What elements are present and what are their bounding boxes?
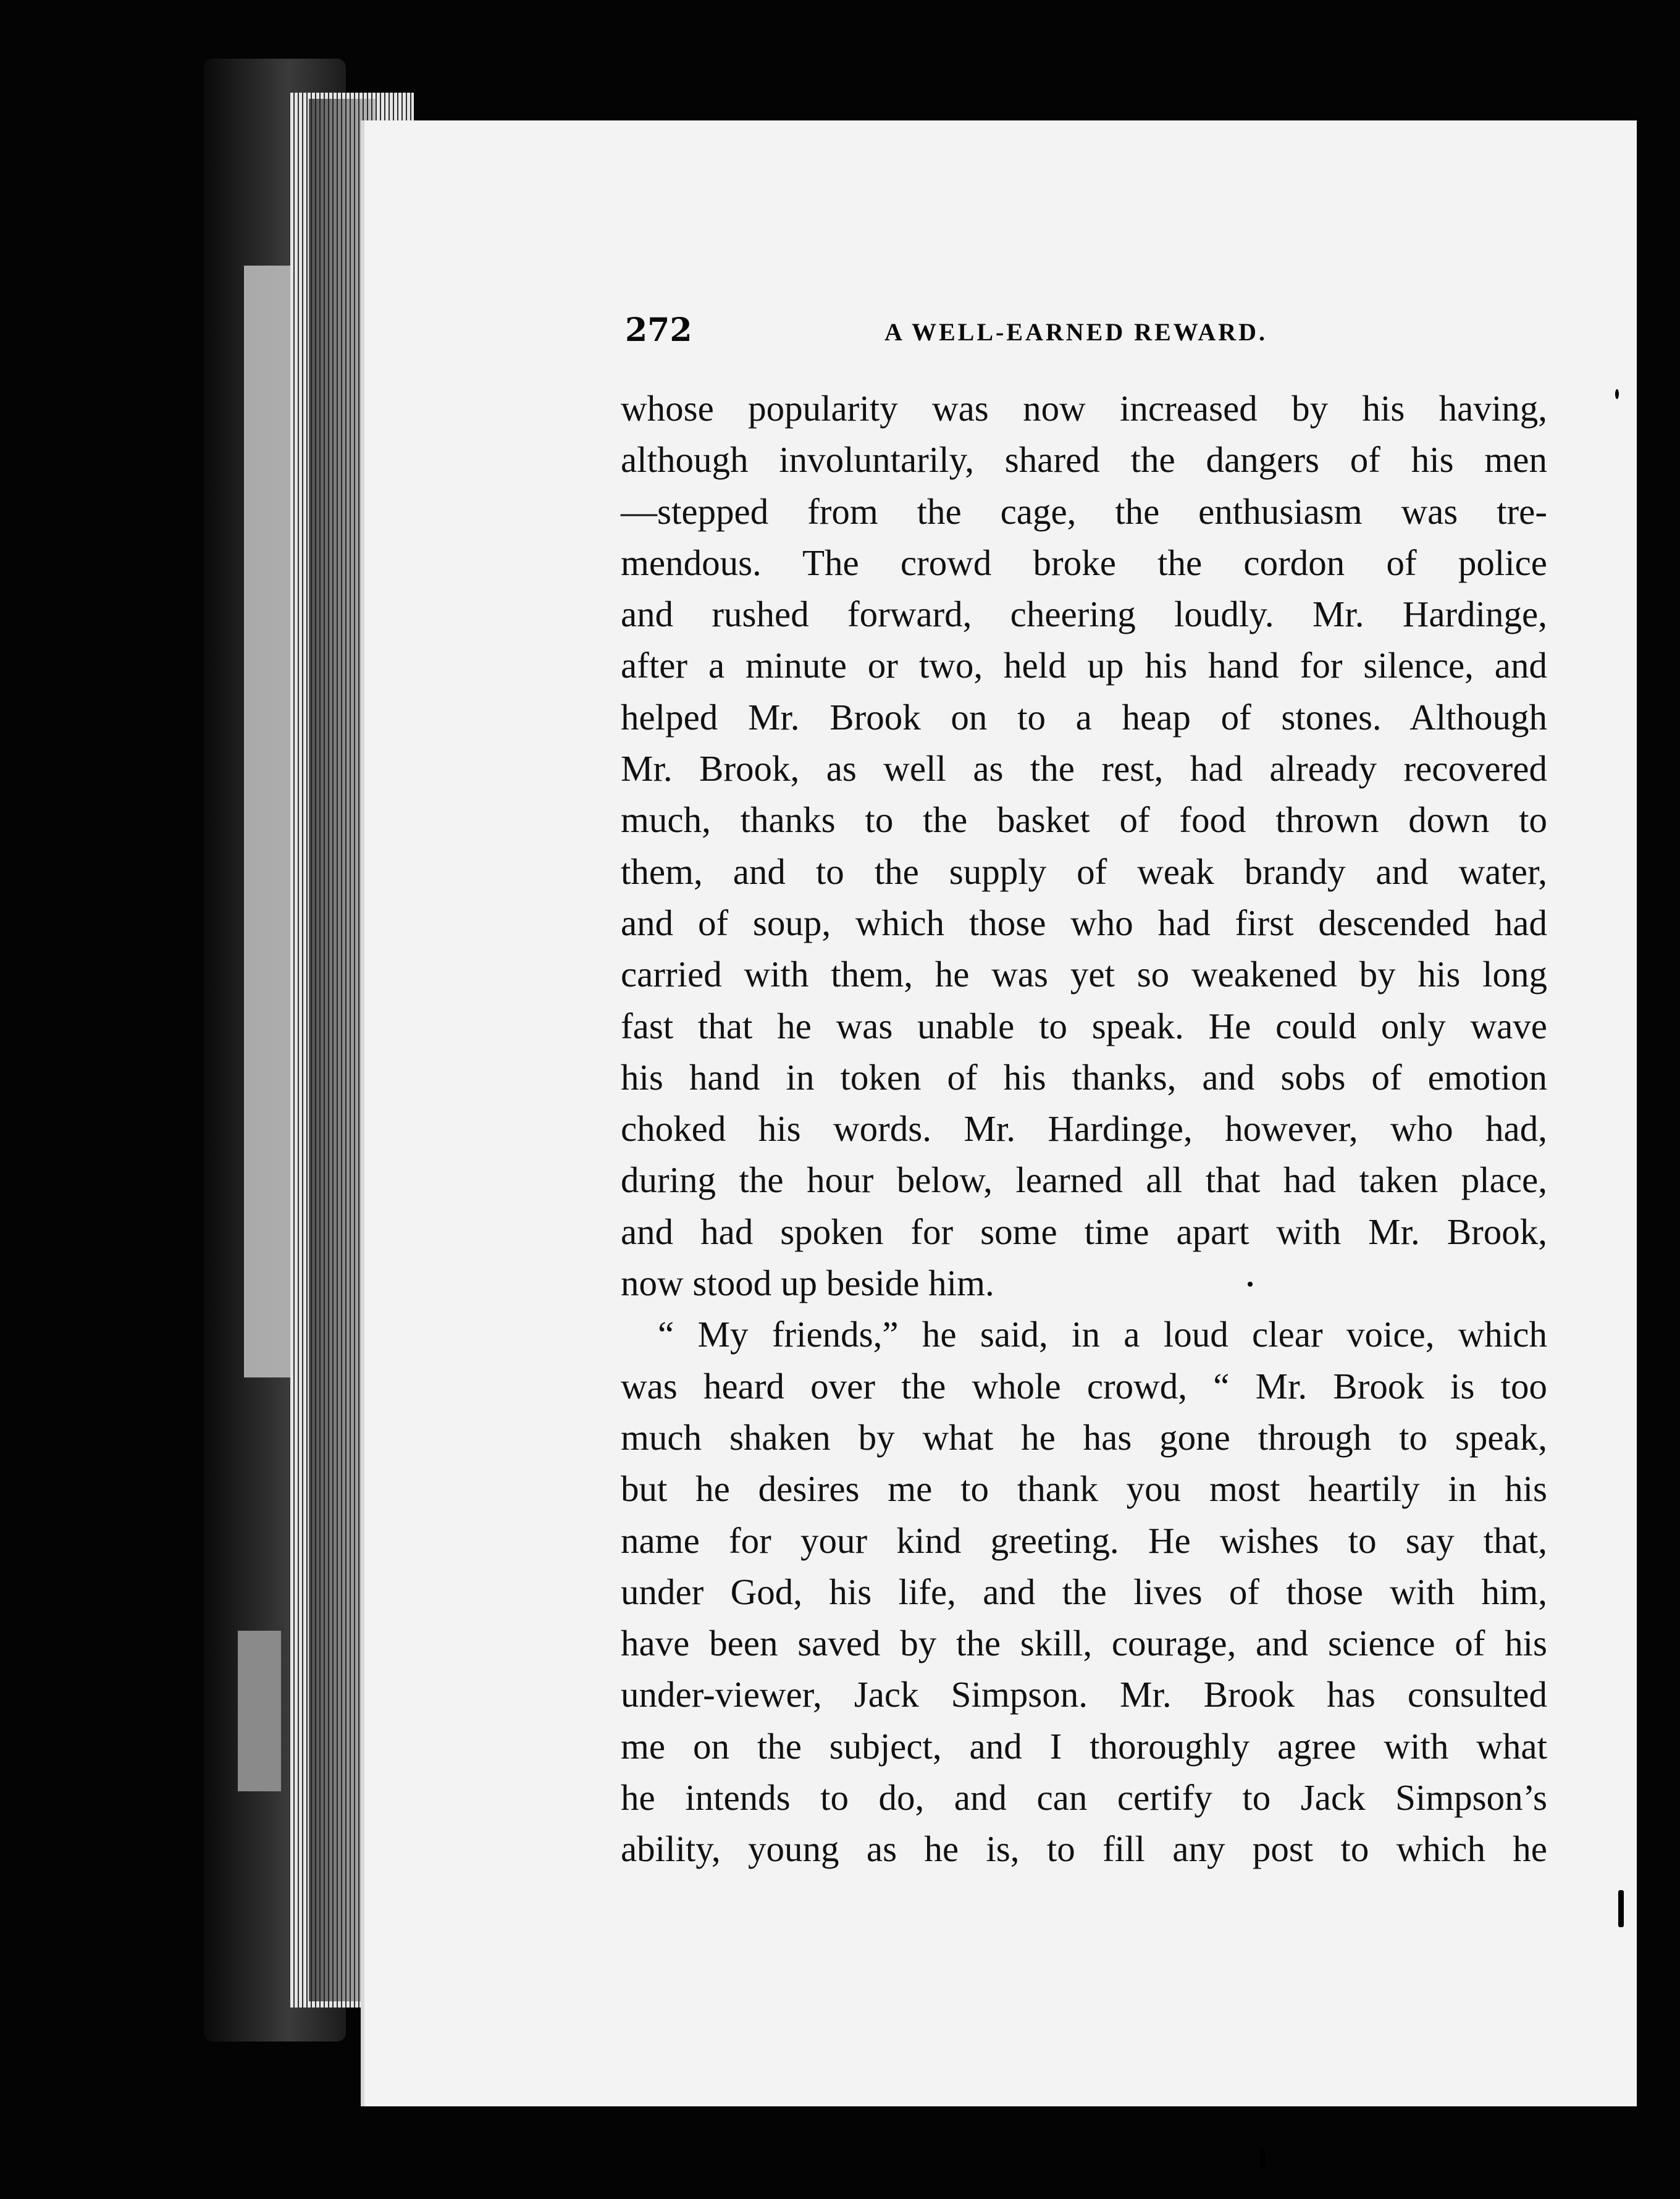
text-line: now stood up beside him. [621, 1263, 994, 1304]
text-line: them, and to the supply of weak brandy and water, [621, 851, 1547, 892]
text-line: helped Mr. Brook on to a heap of stones. Although [621, 696, 1547, 738]
text-line: was heard over the whole crowd, “ Mr. Brook is too [621, 1365, 1547, 1406]
text-line: his hand in token of his thanks, and sobs of emotion [621, 1056, 1547, 1098]
text-line: under God, his life, and the lives of those with him, [621, 1571, 1547, 1612]
text-line: much, thanks to the basket of food thrown down to [621, 799, 1547, 841]
text-line: choked his words. Mr. Hardinge, however, who had, [621, 1108, 1547, 1150]
text-line: me on the subject, and I thoroughly agree with what [621, 1725, 1547, 1767]
text-line: he intends to do, and can certify to Jack Simpson’s [621, 1777, 1547, 1818]
text-line: name for your kind greeting. He wishes to say that, [621, 1520, 1547, 1561]
text-line: “ My friends,” he said, in a loud clear voice, which [658, 1314, 1547, 1355]
text-line: mendous. The crowd broke the cordon of police [621, 542, 1547, 583]
page-header [625, 309, 1304, 358]
text-line: whose popularity was now increased by his having, [621, 388, 1547, 429]
running-head: A WELL-EARNED REWARD. [884, 318, 1268, 346]
text-line: ability, young as he is, to fill any post to which he [621, 1828, 1547, 1870]
text-line: but he desires me to thank you most heartily in his [621, 1468, 1547, 1510]
scan-speck [1618, 1890, 1624, 1927]
scan-speck [1260, 2150, 1265, 2168]
text-line: much shaken by what he has gone through to speak, [621, 1416, 1547, 1458]
text-line: during the hour below, learned all that had taken place, [621, 1159, 1547, 1201]
scan-speck [1248, 1282, 1253, 1287]
text-line: and had spoken for some time apart with Mr. Brook, [621, 1211, 1547, 1252]
page-number: 272 [625, 311, 692, 349]
text-line: although involuntarily, shared the dangers of his men [621, 439, 1547, 481]
text-line: and of soup, which those who had first descended had [621, 902, 1547, 943]
text-line: under-viewer, Jack Simpson. Mr. Brook has consulted [621, 1674, 1547, 1715]
text-line: Mr. Brook, as well as the rest, had already recovered [621, 748, 1547, 789]
text-line: have been saved by the skill, courage, and science of his [621, 1623, 1547, 1664]
text-line: and rushed forward, cheering loudly. Mr. Hardinge, [621, 594, 1547, 635]
scan-speck [1615, 389, 1619, 399]
text-line: fast that he was unable to speak. He could only wave [621, 1005, 1547, 1046]
text-line: carried with them, he was yet so weakened by his long [621, 954, 1547, 995]
text-line: after a minute or two, held up his hand for silence, and [621, 645, 1547, 686]
text-line: —stepped from the cage, the enthusiasm was tre- [621, 490, 1547, 532]
book-cover-flap-lower [238, 1631, 281, 1791]
body-text [621, 383, 1547, 1875]
